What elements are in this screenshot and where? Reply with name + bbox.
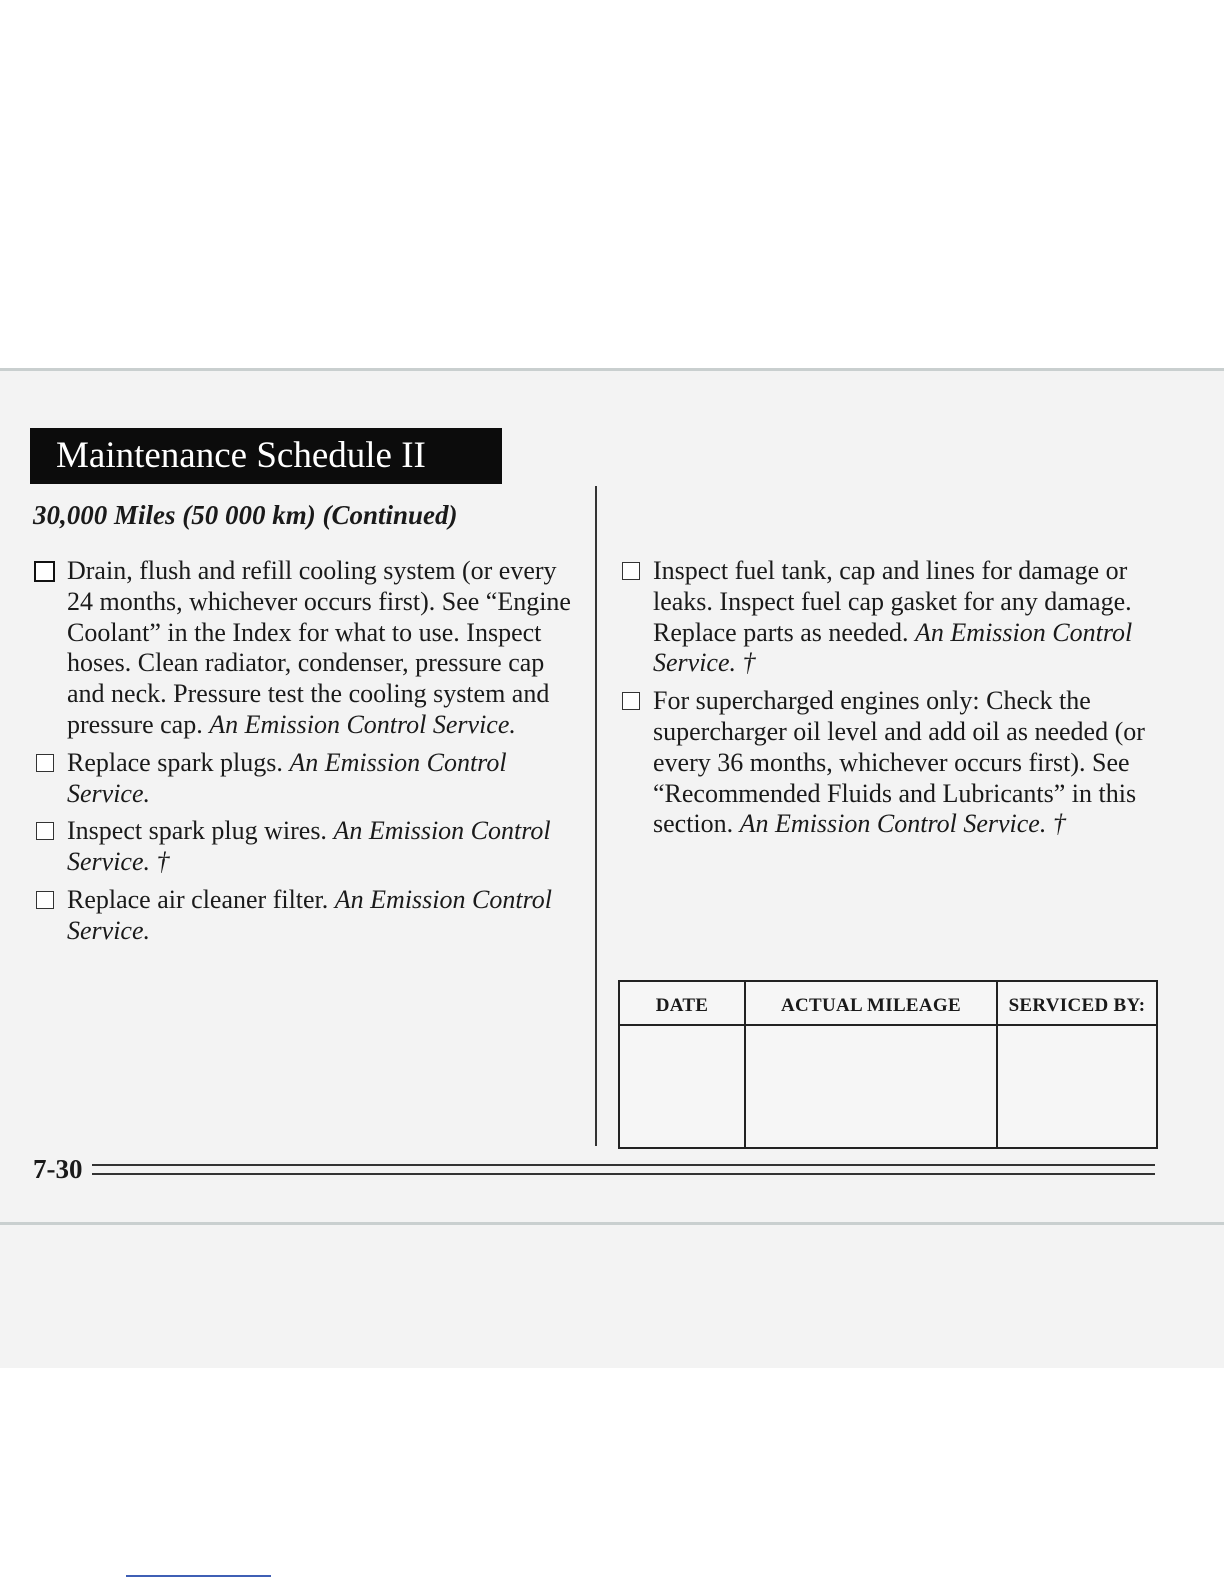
page-bottom-edge [0, 1222, 1224, 1225]
service-record-table [618, 980, 1158, 1149]
section-title: Maintenance Schedule II [30, 428, 502, 484]
column-header-actual-mileage: ACTUAL MILEAGE [781, 995, 961, 1016]
item-note: An Emission Control Service. [67, 884, 552, 945]
footer-rule [92, 1164, 1155, 1166]
checkbox[interactable] [36, 754, 54, 772]
column-divider [595, 486, 597, 1146]
checkbox[interactable] [622, 692, 640, 710]
page-number: 7-30 [33, 1154, 83, 1184]
table-header-rule [620, 1024, 1156, 1026]
item-note: An Emission Control Service. † [653, 617, 1133, 678]
table-divider [996, 982, 998, 1147]
page-top-edge [0, 368, 1224, 371]
checkbox[interactable] [622, 562, 640, 580]
checklist-item-spark-plugs [34, 748, 584, 810]
right-checklist [620, 556, 1160, 847]
link-underline [126, 1575, 271, 1577]
item-text: Replace spark plugs. [67, 747, 290, 777]
item-text: Inspect fuel tank, cap and lines for damage or leaks. Inspect fuel cap gasket for any damage. Replace parts as needed. [653, 556, 1132, 647]
checklist-item-cooling-system [34, 556, 584, 741]
column-header-serviced-by: SERVICED BY: [1008, 995, 1146, 1016]
item-note: An Emission Control Service. † [67, 816, 551, 877]
item-note: An Emission Control Service. [67, 747, 507, 808]
checkbox[interactable] [34, 561, 55, 582]
item-text: Inspect spark plug wires. [67, 816, 334, 846]
item-note: An Emission Control Service. [209, 709, 516, 739]
item-text: For supercharged engines only: Check the supercharger oil level and add oil as needed (or every 36 months, whichever occurs first). See “Recommended Fluids and Lubricants” in this section. [653, 686, 1145, 839]
checklist-item-air-cleaner [34, 885, 584, 947]
checklist-item-fuel-tank [620, 556, 1160, 679]
checklist-item-supercharger [620, 686, 1160, 840]
item-note: An Emission Control Service. † [739, 809, 1066, 839]
item-text: Replace air cleaner filter. [67, 884, 335, 914]
column-header-date: DATE [655, 995, 709, 1016]
checkbox[interactable] [36, 822, 54, 840]
checkbox[interactable] [36, 891, 54, 909]
mileage-subtitle: 30,000 Miles (50 000 km) (Continued) [33, 500, 458, 530]
checklist-item-spark-plug-wires [34, 816, 584, 878]
table-divider [744, 982, 746, 1147]
footer-rule [92, 1173, 1155, 1175]
item-text: Drain, flush and refill cooling system (or every 24 months, whichever occurs first). See “Engine Coolant” in the Index for what to use. Inspect hoses. Clean radiator, condenser, pressure cap and neck. Pressure test the cooling system and pressure cap. [67, 556, 571, 739]
left-checklist [34, 556, 584, 954]
